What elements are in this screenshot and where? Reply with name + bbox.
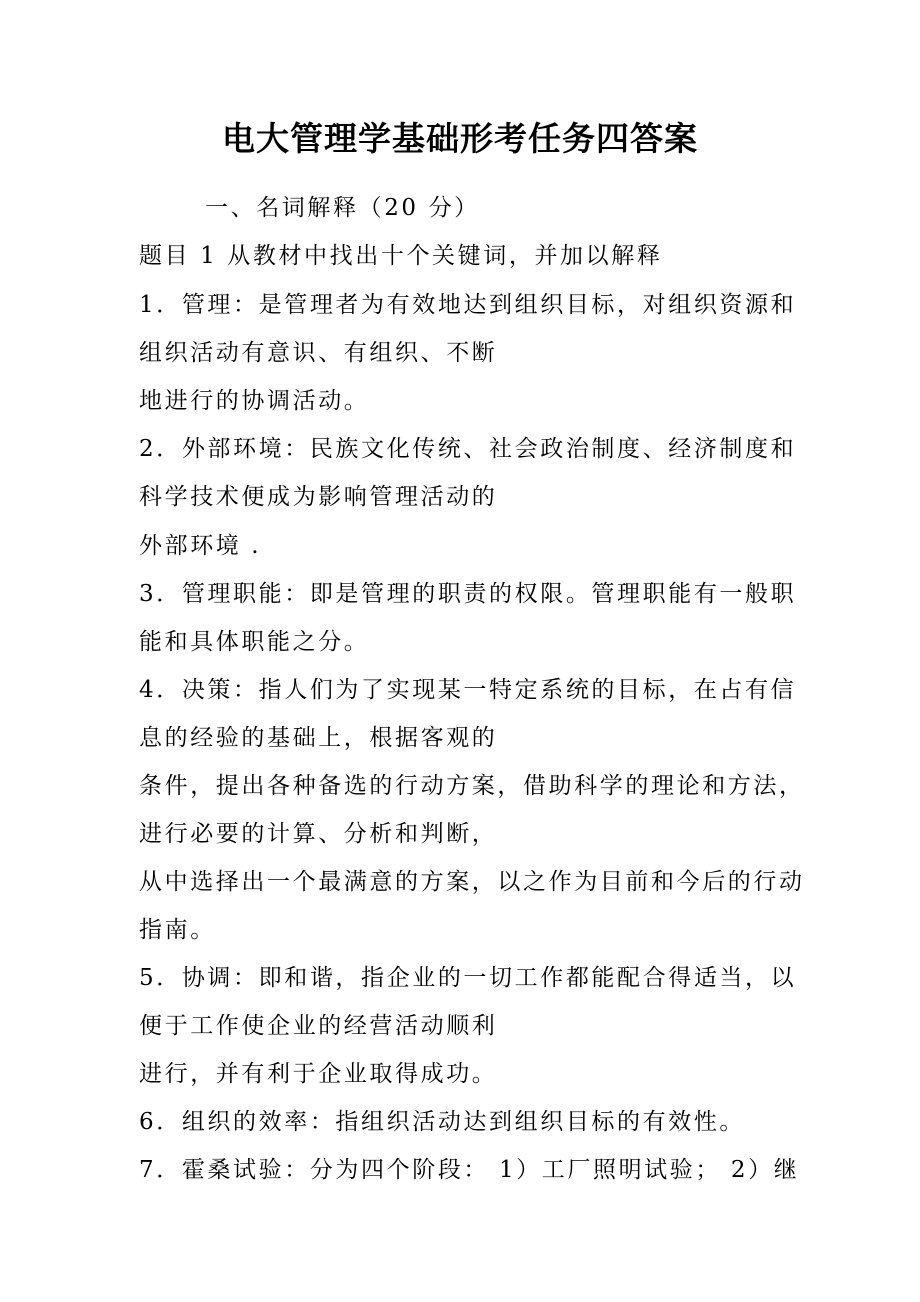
- text-line: 进行必要的计算、分析和判断，: [139, 821, 498, 847]
- document-title: 电大管理学基础形考任务四答案: [222, 119, 698, 158]
- section-heading: 一、名词解释（20 分）: [205, 195, 480, 221]
- text-line: 7．霍桑试验：分为四个阶段： 1）工厂照明试验； 2）继: [139, 1157, 800, 1183]
- text-line: 指南。: [139, 917, 216, 943]
- text-line: 进行，并有利于企业取得成功。: [139, 1061, 498, 1087]
- text-line: 2．外部环境：民族文化传统、社会政治制度、经济制度和: [139, 436, 797, 462]
- text-line: 外部环境 .: [139, 533, 262, 559]
- text-line: 从中选择出一个最满意的方案，以之作为目前和今后的行动: [139, 869, 805, 895]
- text-line: 3．管理职能：即是管理的职责的权限。管理职能有一般职: [139, 581, 797, 607]
- question-line: 题目 1 从教材中找出十个关键词，并加以解释: [139, 243, 663, 269]
- text-line: 便于工作使企业的经营活动顺利: [139, 1013, 498, 1039]
- text-line: 6．组织的效率：指组织活动达到组织目标的有效性。: [139, 1109, 746, 1135]
- text-line: 息的经验的基础上，根据客观的: [139, 725, 498, 751]
- text-line: 科学技术便成为影响管理活动的: [139, 484, 498, 510]
- text-line: 条件，提出各种备选的行动方案，借助科学的理论和方法，: [139, 773, 805, 799]
- text-line: 4．决策：指人们为了实现某一特定系统的目标，在占有信: [139, 677, 797, 703]
- text-line: 1．管理：是管理者为有效地达到组织目标，对组织资源和: [139, 292, 797, 318]
- text-line: 组织活动有意识、有组织、不断: [139, 340, 498, 366]
- text-line: 地进行的协调活动。: [139, 388, 370, 414]
- text-line: 能和具体职能之分。: [139, 629, 370, 655]
- text-line: 5．协调：即和谐，指企业的一切工作都能配合得适当，以: [139, 965, 797, 991]
